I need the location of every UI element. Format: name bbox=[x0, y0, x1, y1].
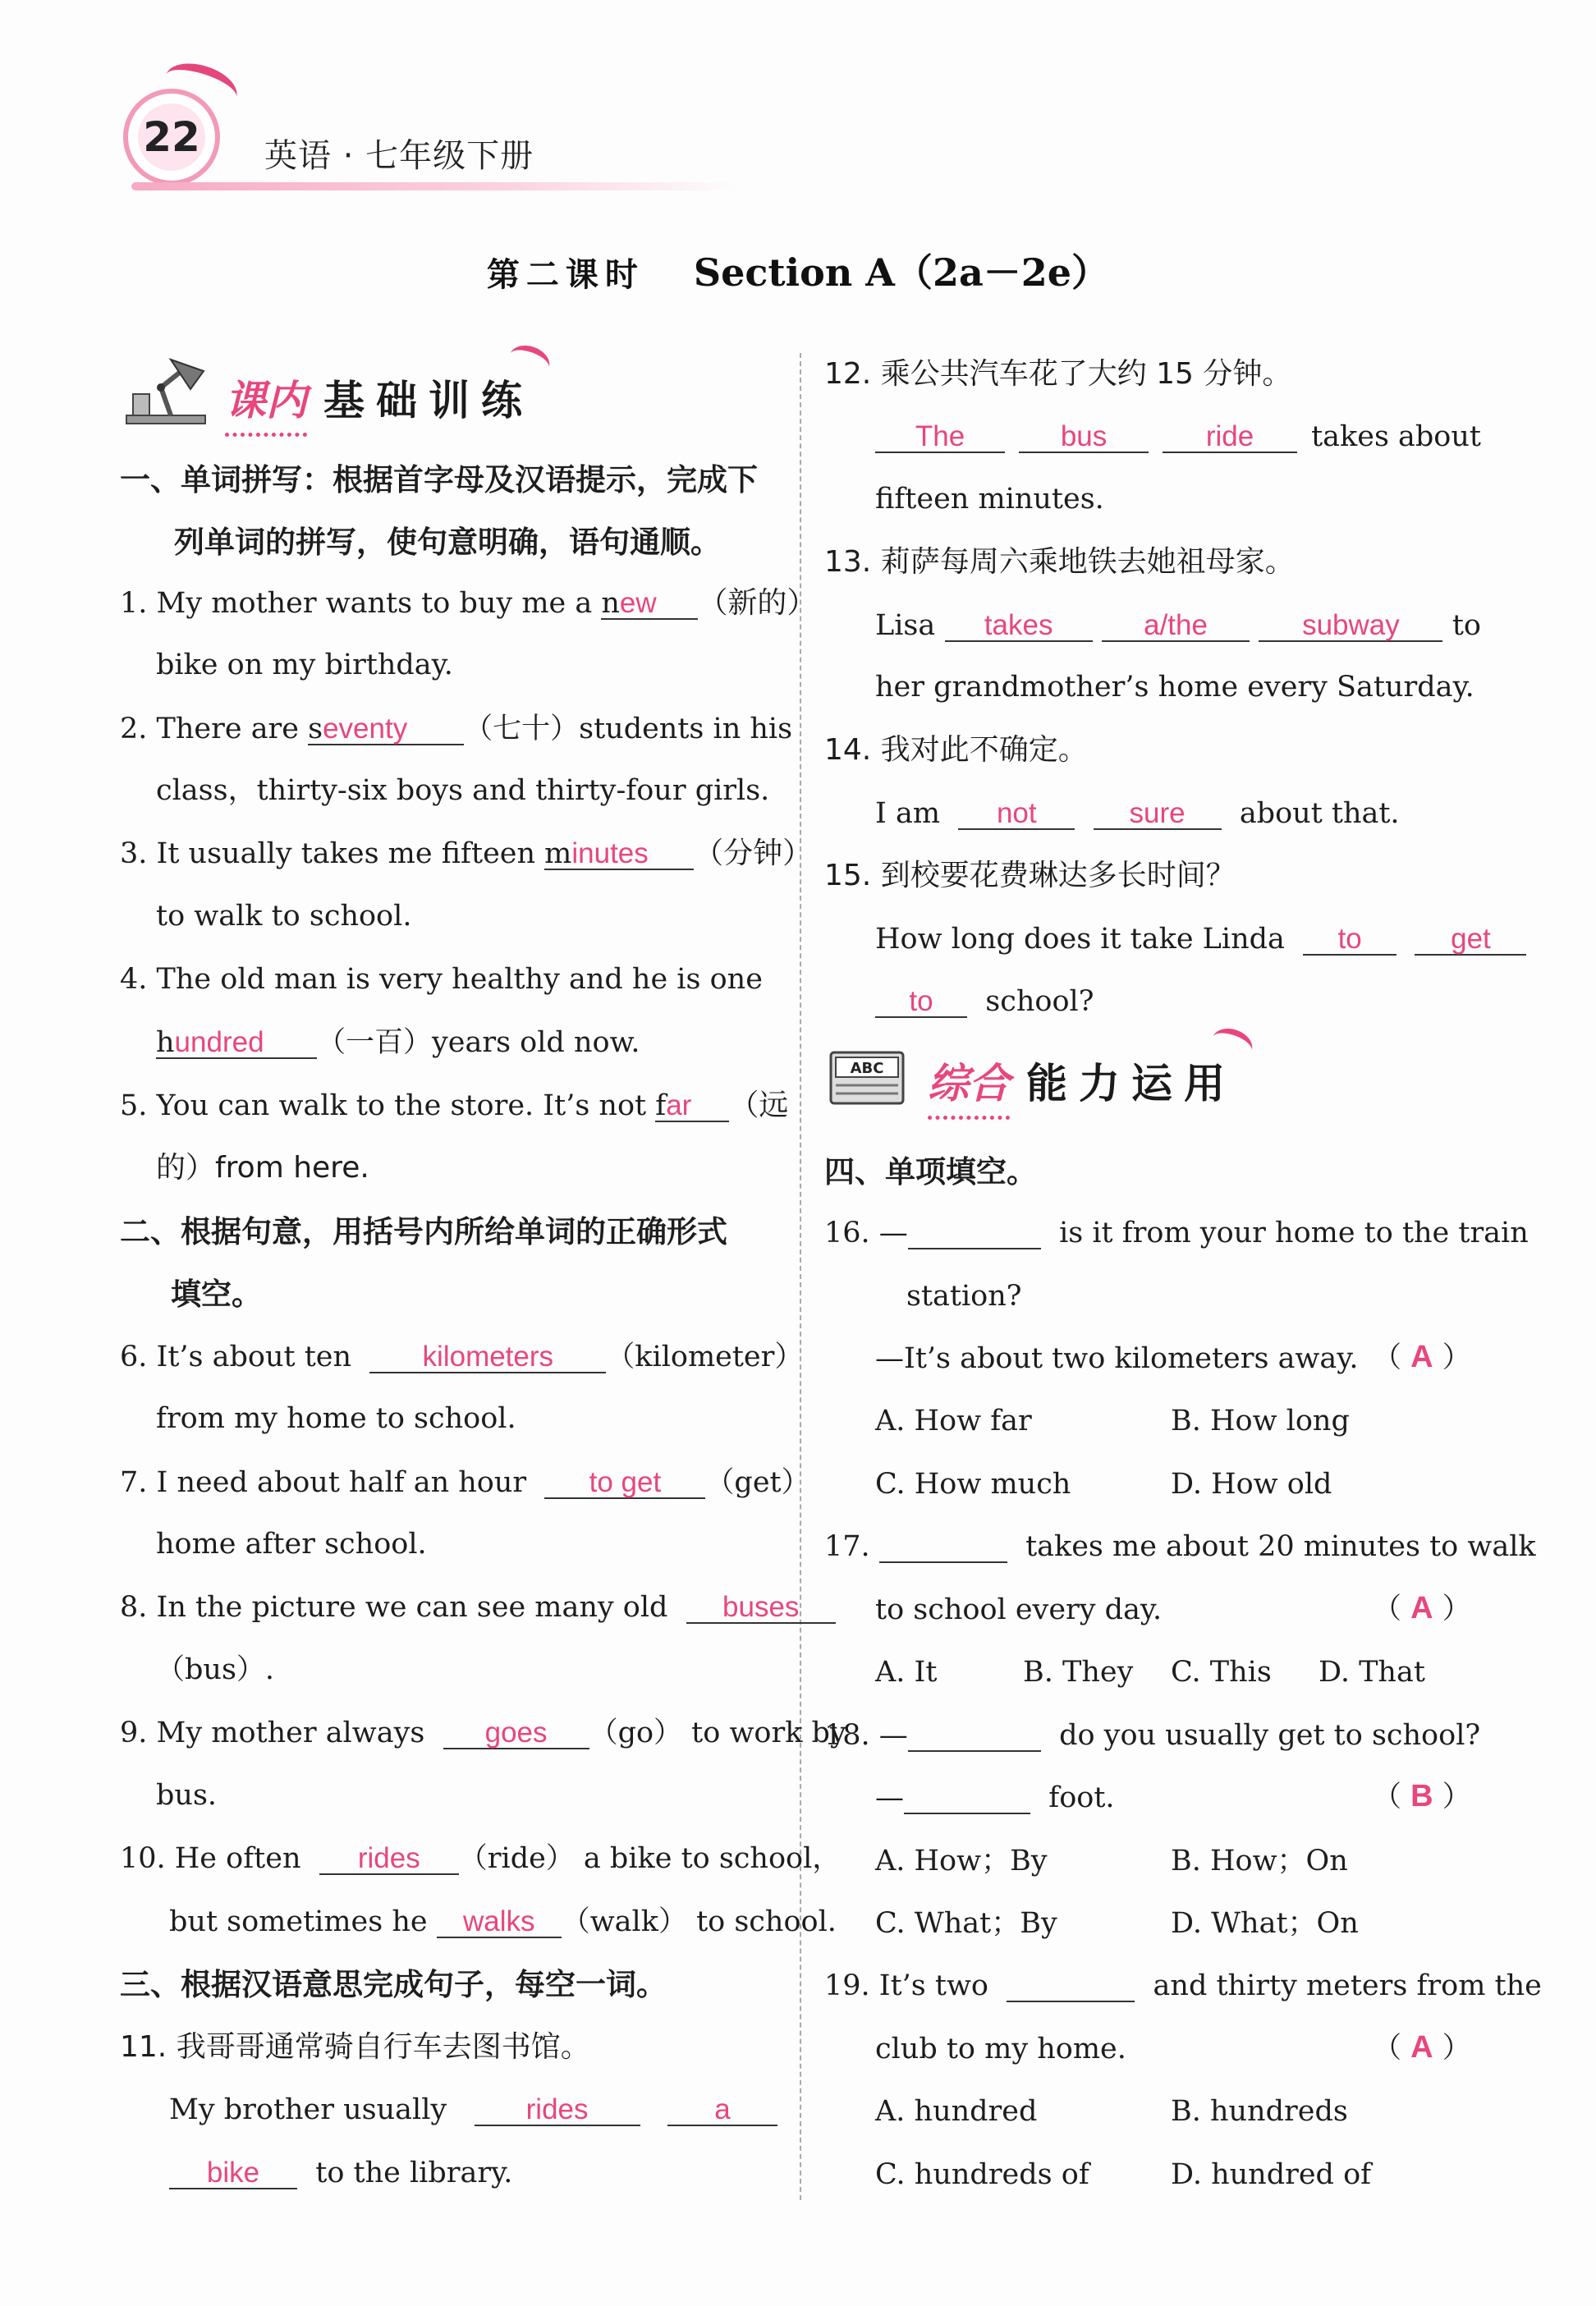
question-17-cont: to school every day. bbox=[875, 1593, 1163, 1626]
answer-blank[interactable]: ar bbox=[666, 1089, 692, 1121]
part1-heading-cont: 列单词的拼写，使句意明确，语句通顺。 bbox=[174, 525, 721, 560]
question-12-cont: fifteen minutes. bbox=[875, 483, 1104, 516]
answer-choice-16: （ A ） bbox=[1373, 1340, 1471, 1374]
part3-heading: 三、根据汉语意思完成句子，每空一词。 bbox=[120, 1967, 667, 2002]
option-b[interactable]: B. They bbox=[1023, 1656, 1134, 1689]
answer-blank[interactable]: goes bbox=[484, 1717, 548, 1749]
desk-lamp-icon bbox=[122, 353, 212, 427]
answer-blank[interactable]: rides bbox=[525, 2093, 589, 2125]
option-d[interactable]: D. That bbox=[1319, 1656, 1425, 1689]
option-d[interactable]: D. What；On bbox=[1171, 1907, 1359, 1940]
option-d[interactable]: D. How old bbox=[1171, 1468, 1332, 1501]
option-b[interactable]: B. How long bbox=[1171, 1405, 1350, 1437]
option-c[interactable]: C. hundreds of bbox=[875, 2158, 1089, 2191]
option-c[interactable]: C. What；By bbox=[875, 1907, 1057, 1940]
answer-choice-17: （ A ） bbox=[1373, 1591, 1471, 1625]
answer-blank[interactable]: bike bbox=[206, 2157, 260, 2189]
question-1: 1. My mother wants to buy me a new （新的） bbox=[120, 586, 817, 620]
answer-choice-19: （ A ） bbox=[1373, 2030, 1471, 2065]
question-2: 2. There are seventy （七十）students in his bbox=[120, 713, 793, 745]
answer-blank[interactable] bbox=[904, 1784, 1030, 1814]
question-11: 11. 我哥哥通常骑自行车去图书馆。 bbox=[120, 2030, 590, 2064]
question-19: 19. It’s two and thirty meters from the bbox=[824, 1969, 1542, 2002]
option-b[interactable]: B. hundreds bbox=[1171, 2095, 1348, 2128]
question-12-answer: The bus ride takes about bbox=[875, 422, 1481, 453]
question-9-cont: bus. bbox=[156, 1779, 218, 1812]
option-d[interactable]: D. hundred of bbox=[1171, 2158, 1372, 2191]
question-1-cont: bike on my birthday. bbox=[156, 649, 453, 681]
answer-blank[interactable]: a/the bbox=[1144, 609, 1208, 641]
answer-blank[interactable]: walks bbox=[462, 1905, 535, 1937]
question-14: 14. 我对此不确定。 bbox=[824, 733, 1088, 767]
svg-text:ABC: ABC bbox=[850, 1060, 884, 1077]
question-10-cont: but sometimes he walks （walk） to school. bbox=[169, 1905, 837, 1938]
part1-heading: 一、单词拼写：根据首字母及汉语提示，完成下 bbox=[120, 462, 758, 497]
question-13: 13. 莉萨每周六乘地铁去她祖母家。 bbox=[824, 545, 1295, 579]
part4-heading: 四、单项填空。 bbox=[824, 1154, 1037, 1190]
question-2-cont: class，thirty-six boys and thirty-four girls. bbox=[156, 774, 770, 807]
question-4: 4. The old man is very healthy and he is one bbox=[120, 963, 763, 996]
question-5-cont: 的）from here. bbox=[156, 1151, 369, 1185]
answer-blank[interactable]: takes bbox=[984, 609, 1053, 641]
question-15: 15. 到校要花费琳达多长时间？ bbox=[824, 859, 1236, 892]
answer-blank[interactable]: not bbox=[996, 797, 1037, 829]
answer-blank[interactable]: a bbox=[714, 2093, 731, 2125]
question-17: 17. takes me about 20 minutes to walk bbox=[824, 1530, 1536, 1563]
section-banner-comprehensive bbox=[824, 1036, 1236, 1110]
section-label-black: 能力运用 bbox=[1026, 1051, 1236, 1110]
answer-blank[interactable]: inutes bbox=[571, 837, 649, 869]
question-13-answer: Lisa takes a/the subway to bbox=[875, 609, 1481, 642]
answer-blank[interactable] bbox=[908, 1219, 1041, 1249]
option-a[interactable]: A. How；By bbox=[875, 1845, 1048, 1877]
question-11-cont: bike to the library. bbox=[169, 2158, 512, 2189]
answer-blank[interactable]: to bbox=[1337, 923, 1362, 955]
question-16-cont: station? bbox=[906, 1280, 1022, 1313]
book-title: 英语 · 七年级下册 bbox=[264, 137, 534, 175]
answer-blank[interactable]: rides bbox=[357, 1842, 420, 1874]
option-a[interactable]: A. It bbox=[875, 1656, 938, 1689]
answer-blank[interactable]: The bbox=[915, 420, 965, 452]
answer-blank[interactable]: eventy bbox=[323, 713, 408, 745]
answer-blank[interactable] bbox=[879, 1533, 1007, 1563]
option-b[interactable]: B. How；On bbox=[1171, 1845, 1348, 1877]
abc-book-icon bbox=[824, 1036, 915, 1110]
answer-blank[interactable]: undred bbox=[174, 1026, 264, 1058]
question-13-cont: her grandmother’s home every Saturday. bbox=[875, 671, 1474, 704]
option-c[interactable]: C. This bbox=[1171, 1656, 1272, 1689]
answer-blank[interactable]: bus bbox=[1060, 420, 1108, 452]
question-12: 12. 乘公共汽车花了大约 15 分钟。 bbox=[824, 357, 1292, 391]
question-3-cont: to walk to school. bbox=[156, 900, 412, 933]
lesson-number: 第二课时 bbox=[486, 256, 644, 294]
question-7-cont: home after school. bbox=[156, 1528, 427, 1561]
header-underline bbox=[131, 182, 739, 190]
question-15-cont: to school? bbox=[875, 987, 1094, 1018]
answer-blank[interactable] bbox=[1007, 1972, 1135, 2002]
question-18-cont: — foot. bbox=[875, 1781, 1115, 1814]
answer-blank[interactable]: ew bbox=[619, 587, 657, 619]
question-18: 18. — do you usually get to school? bbox=[824, 1719, 1481, 1752]
option-a[interactable]: A. hundred bbox=[875, 2095, 1038, 2128]
page-number: 22 bbox=[138, 103, 205, 171]
answer-choice-18: （ B ） bbox=[1373, 1779, 1471, 1813]
part2-heading-cont: 填空。 bbox=[171, 1277, 262, 1312]
option-a[interactable]: A. How far bbox=[875, 1405, 1032, 1437]
answer-blank[interactable]: buses bbox=[722, 1591, 800, 1623]
question-7: 7. I need about half an hour to get （get） bbox=[120, 1466, 810, 1499]
question-16-reply: —It’s about two kilometers away. bbox=[875, 1342, 1359, 1375]
answer-blank[interactable]: get bbox=[1451, 923, 1491, 955]
answer-blank[interactable]: to get bbox=[589, 1466, 662, 1498]
answer-blank[interactable]: sure bbox=[1129, 797, 1186, 829]
question-8: 8. In the picture we can see many old buses bbox=[120, 1593, 836, 1624]
question-9: 9. My mother always goes （go） to work by bbox=[120, 1717, 846, 1749]
lesson-title bbox=[0, 243, 1596, 297]
question-3: 3. It usually takes me fifteen minutes （分钟） bbox=[120, 837, 813, 870]
question-16: 16. — is it from your home to the train bbox=[824, 1217, 1529, 1249]
answer-blank[interactable]: ride bbox=[1205, 420, 1254, 452]
section-banner-basic bbox=[122, 353, 534, 427]
option-c[interactable]: C. How much bbox=[875, 1468, 1071, 1501]
question-15-answer: How long does it take Linda to get bbox=[875, 924, 1526, 956]
question-6-cont: from my home to school. bbox=[156, 1402, 516, 1435]
question-5: 5. You can walk to the store. It’s not far （远 bbox=[120, 1089, 789, 1122]
part2-heading: 二、根据句意，用括号内所给单词的正确形式 bbox=[120, 1214, 727, 1249]
lesson-section: Section A（2a－2e） bbox=[693, 250, 1110, 295]
question-6: 6. It’s about ten kilometers （kilometer） bbox=[120, 1341, 804, 1373]
section-label-black: 基础训练 bbox=[323, 368, 534, 427]
answer-blank[interactable]: to bbox=[909, 985, 933, 1017]
answer-blank[interactable] bbox=[908, 1721, 1041, 1752]
answer-blank[interactable]: kilometers bbox=[422, 1341, 554, 1373]
section-label-pink: 课内 bbox=[225, 368, 307, 427]
question-8-cont: （bus）. bbox=[156, 1653, 275, 1686]
question-4-cont: hundred （一百）years old now. bbox=[156, 1026, 640, 1059]
question-10: 10. He often rides （ride） a bike to school， bbox=[120, 1842, 842, 1875]
question-14-answer: I am not sure about that. bbox=[875, 797, 1400, 830]
question-19-cont: club to my home. bbox=[875, 2033, 1126, 2065]
answer-blank[interactable]: subway bbox=[1302, 609, 1400, 641]
page-number-badge bbox=[123, 89, 220, 186]
section-label-pink: 综合 bbox=[928, 1051, 1010, 1110]
question-11-answer: My brother usually rides a bbox=[169, 2095, 777, 2126]
